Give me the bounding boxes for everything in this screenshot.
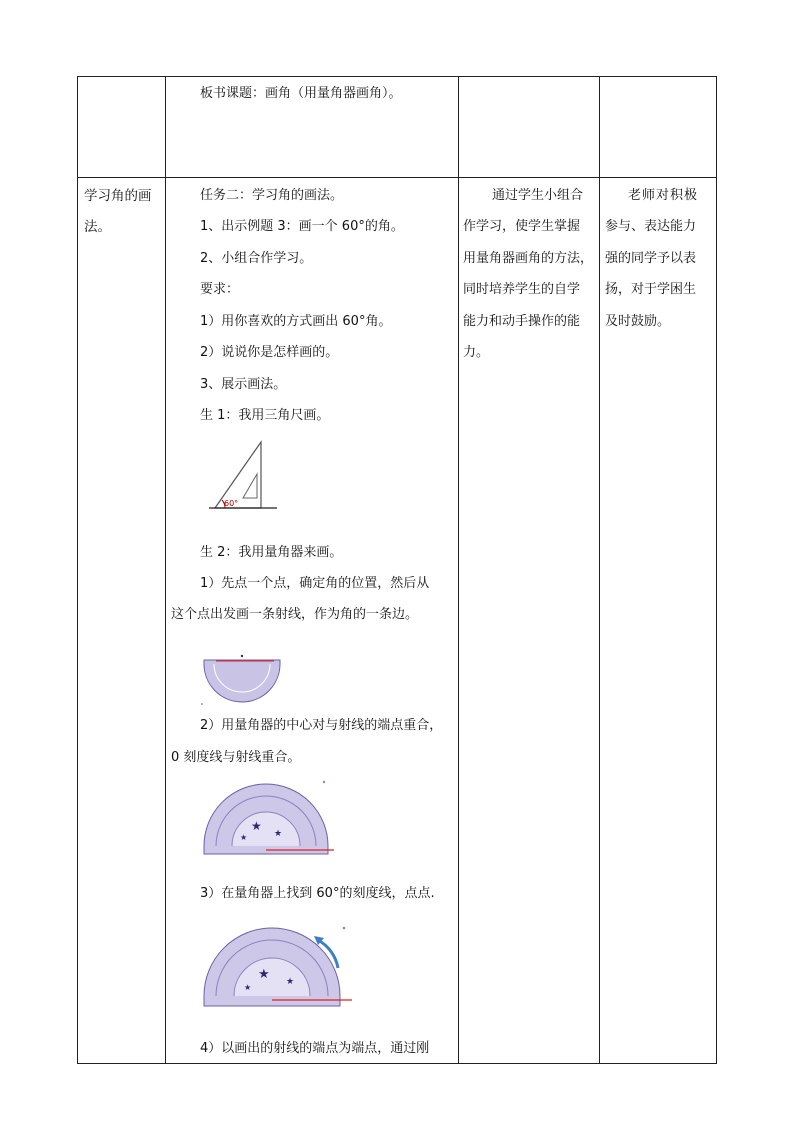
evaluation-line-4: 扬，对于学困生: [605, 282, 697, 297]
step-4-text: 4）以画出的射线的端点为端点，通过刚: [200, 1041, 430, 1056]
section-label-line1: 学习角的画: [84, 188, 152, 204]
purpose-line-1: 通过学生小组合: [492, 188, 584, 203]
student-2-text: 生 2：我用量角器来画。: [200, 545, 343, 560]
requirement-2: 2）说说你是怎样画的。: [200, 345, 339, 360]
task-item-2: 2、小组合作学习。: [200, 251, 313, 266]
board-title: 板书课题：画角（用量角器画角）。: [200, 86, 402, 101]
triangle-ruler-inner: [243, 474, 257, 498]
student-1-text: 生 1：我用三角尺画。: [200, 408, 330, 423]
evaluation-line-3: 强的同学予以表: [605, 251, 697, 266]
col-border-1: [165, 76, 166, 1064]
evaluation-line-5: 及时鼓励。: [605, 314, 671, 329]
requirement-1: 1）用你喜欢的方式画出 60°角。: [200, 314, 392, 329]
purpose-line-2: 作学习，使学生掌握: [463, 219, 581, 234]
triangle-angle-label: 60°: [224, 499, 239, 508]
step-3-text: 3）在量角器上找到 60°的刻度线，点点.: [200, 886, 435, 901]
task-item-1: 1、出示例题 3：画一个 60°的角。: [200, 219, 404, 234]
star-icon: ★: [286, 977, 295, 987]
purpose-line-6: 力。: [463, 345, 490, 360]
purpose-line-3: 用量角器画角的方法，: [463, 251, 594, 266]
star-icon: ★: [274, 829, 283, 839]
requirements-label: 要求：: [200, 282, 240, 297]
star-icon: ★: [240, 833, 248, 842]
triangle-ruler-figure: [205, 438, 285, 512]
purpose-line-5: 能力和动手操作的能: [463, 314, 581, 329]
protractor-body: [204, 660, 280, 702]
stray-dot: [343, 927, 346, 930]
step-1-line-a: 1）先点一个点，确定角的位置，然后从: [200, 576, 430, 591]
table-top-border: [77, 76, 717, 77]
star-icon: ★: [251, 819, 262, 833]
step-2-line-b: 0 刻度线与射线重合。: [171, 750, 301, 765]
table-bottom-border: [77, 1063, 717, 1064]
task-heading: 任务二：学习角的画法。: [200, 188, 344, 203]
star-icon: ★: [244, 983, 252, 992]
star-icon: ★: [258, 967, 270, 982]
vertex-point: [241, 655, 243, 657]
step-2-line-a: 2）用量角器的中心对与射线的端点重合，: [200, 718, 443, 733]
section-label-line2: 法。: [84, 219, 111, 235]
step-1-line-b: 这个点出发画一条射线，作为角的一条边。: [171, 607, 419, 622]
row-divider: [77, 177, 717, 178]
protractor-figure-3: [196, 918, 356, 1014]
protractor-figure-1: [196, 650, 286, 708]
task-item-3: 3、展示画法。: [200, 377, 287, 392]
evaluation-line-1: 老师对积极: [628, 188, 699, 203]
col-border-left: [77, 76, 78, 1064]
evaluation-line-2: 参与、表达能力: [605, 219, 697, 234]
purpose-line-4: 同时培养学生的自学: [463, 282, 581, 297]
stray-dot: [323, 781, 325, 783]
col-border-3: [599, 76, 600, 1064]
col-border-right: [716, 76, 717, 1064]
col-border-2: [458, 76, 459, 1064]
protractor-figure-2: [196, 778, 336, 860]
stray-dot: [201, 703, 203, 705]
